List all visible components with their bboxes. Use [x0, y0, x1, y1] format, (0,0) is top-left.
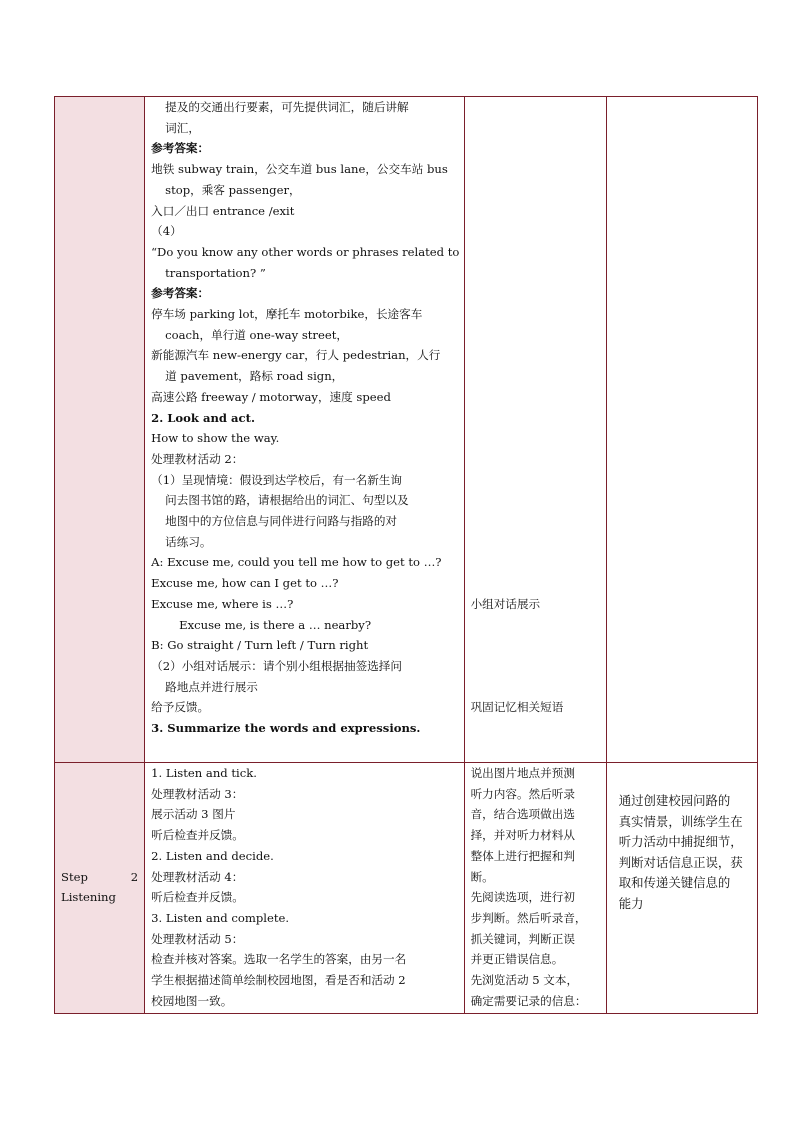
- text-line: 并更正错误信息。: [470, 952, 564, 967]
- text-line: 道 pavement，路标 road sign，: [165, 369, 344, 384]
- text-line: 学生根据描述简单绘制校园地图，看是否和活动 2: [151, 973, 406, 988]
- text-line: 听力内容。然后听录: [470, 786, 575, 801]
- step-cell: [55, 763, 145, 1014]
- purpose-text: [607, 763, 757, 914]
- text-line: Excuse me, how can I get to …?: [151, 576, 339, 591]
- text-line: coach，单行道 one-way street，: [165, 327, 348, 342]
- text-line: 2. Listen and decide.: [151, 848, 274, 863]
- table-row: [55, 763, 758, 1014]
- student-activity-line: 巩固记忆相关短语: [470, 700, 564, 715]
- text-line: 话练习。: [165, 534, 212, 549]
- text-line: 3. Summarize the words and expressions.: [151, 721, 421, 736]
- text-line: 确定需要记录的信息：: [470, 993, 587, 1008]
- text-line: 给予反馈。: [151, 700, 210, 715]
- text-line: 抓关键词，判断正误: [470, 931, 575, 946]
- teacher-activity-cell: [145, 97, 464, 763]
- text-line: 提及的交通出行要素，可先提供词汇，随后讲解: [165, 100, 409, 114]
- step-title: Listening: [61, 890, 116, 904]
- text-line: 断。: [470, 869, 494, 884]
- text-line: 处理教材活动 2：: [151, 451, 244, 466]
- teacher-activity-cell: [145, 763, 464, 1014]
- text-line: 问去图书馆的路，请根据给出的词汇、句型以及: [165, 493, 409, 508]
- text-line: Excuse me, is there a … nearby?: [179, 617, 372, 632]
- text-line: 步判断。然后听录音，: [470, 910, 587, 925]
- text-line: 真实情景，训练学生在: [618, 813, 743, 829]
- purpose-cell-empty: [606, 97, 757, 763]
- text-line: Excuse me, where is …?: [151, 596, 294, 611]
- text-line: 参考答案：: [151, 286, 210, 301]
- text-line: 路地点并进行展示: [165, 679, 258, 694]
- text-line: 校园地图一致。: [151, 993, 233, 1008]
- step-name: Step: [61, 870, 88, 884]
- text-line: 2. Look and act.: [151, 410, 255, 425]
- student-activity-line: 小组对话展示: [470, 597, 541, 611]
- text-line: 听力活动中捕捉细节，: [618, 834, 743, 849]
- text-line: A: Excuse me, could you tell me how to get to …?: [151, 555, 442, 570]
- text-line: 展示活动 3 图片: [151, 807, 236, 822]
- student-activity-cell: [464, 763, 606, 1014]
- student-activity-cell: [464, 97, 606, 763]
- text-line: 判断对话信息正误，获: [618, 854, 743, 870]
- text-line: 地图中的方位信息与同伴进行问路与指路的对: [165, 514, 398, 529]
- text-line: transportation? ”: [165, 265, 266, 280]
- text-line: 处理教材活动 3：: [151, 786, 244, 801]
- text-line: 先浏览活动 5 文本，: [470, 973, 579, 988]
- text-line: （2）小组对话展示：请个别小组根据抽签选择问: [151, 658, 402, 673]
- lesson-plan-table: [54, 96, 758, 1014]
- text-line: 新能源汽车 new-energy car，行人 pedestrian，人行: [151, 348, 441, 363]
- text-line: 音，结合选项做出选: [470, 807, 575, 822]
- text-line: “Do you know any other words or phrases related to: [151, 244, 460, 259]
- text-line: B: Go straight / Turn left / Turn right: [151, 638, 369, 653]
- text-line: 说出图片地点并预测: [470, 766, 575, 780]
- text-line: 先阅读选项，进行初: [470, 890, 575, 905]
- text-line: 高速公路 freeway / motorway，速度 speed: [151, 389, 391, 404]
- text-line: 整体上进行把握和判: [470, 848, 575, 863]
- text-line: 3. Listen and complete.: [151, 910, 290, 925]
- text-line: 听后检查并反馈。: [151, 828, 244, 843]
- text-line: （1）呈现情境：假设到达学校后，有一名新生询: [151, 472, 402, 487]
- table-row: [55, 97, 758, 763]
- text-line: 处理教材活动 5：: [151, 931, 244, 946]
- text-line: 词汇，: [165, 120, 200, 135]
- text-line: 择，并对听力材料从: [470, 828, 575, 843]
- text-line: stop，乘客 passenger，: [165, 182, 301, 197]
- text-line: 1. Listen and tick.: [151, 766, 257, 780]
- text-line: 能力: [618, 895, 644, 911]
- text-line: 取和传递关键信息的: [618, 875, 731, 890]
- step-number: 2: [130, 870, 139, 884]
- text-line: 处理教材活动 4：: [151, 869, 244, 884]
- text-line: 停车场 parking lot，摩托车 motorbike，长途客车: [151, 307, 423, 322]
- teacher-activity-text: [145, 763, 463, 1011]
- text-line: 地铁 subway train，公交车道 bus lane，公交车站 bus: [151, 162, 448, 177]
- text-line: 检查并核对答案。选取一名学生的答案，由另一名: [151, 952, 407, 967]
- text-line: 听后检查并反馈。: [151, 890, 244, 905]
- text-line: 入口／出口 entrance /exit: [151, 203, 295, 218]
- purpose-cell: [606, 763, 757, 1014]
- text-line: （4）: [151, 224, 182, 239]
- text-line: How to show the way.: [151, 431, 280, 446]
- step-cell-empty: [55, 97, 145, 763]
- text-line: 通过创建校园问路的: [618, 793, 731, 808]
- student-activity-text: [465, 763, 606, 1011]
- teacher-activity-text: [145, 97, 463, 739]
- text-line: 参考答案：: [151, 141, 210, 156]
